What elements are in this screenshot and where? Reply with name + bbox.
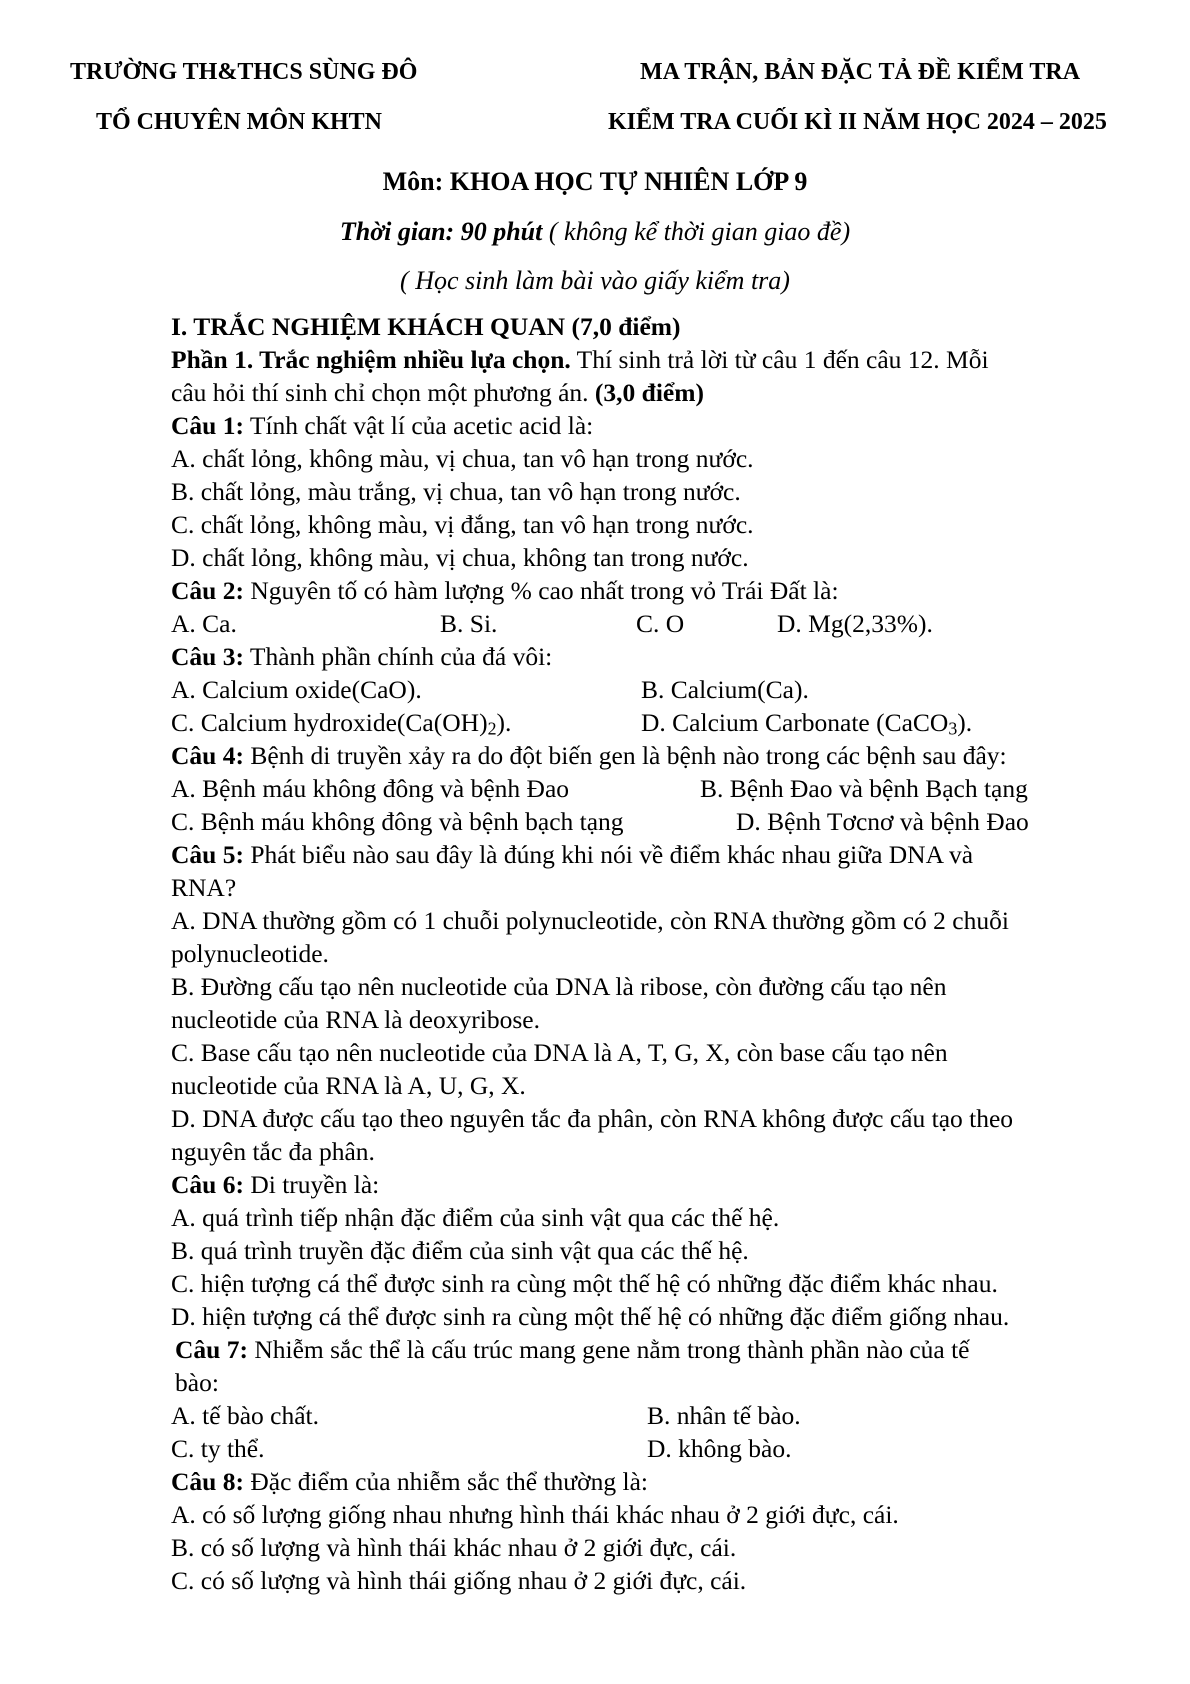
question-3-label: Câu 3:	[171, 642, 244, 671]
question-8-option-a: A. có số lượng giống nhau nhưng hình thái khác nhau ở 2 giới đực, cái.	[171, 1500, 899, 1529]
question-4-option-b: B. Bệnh Đao và bệnh Bạch tạng	[700, 774, 1028, 803]
subject-line: Môn: KHOA HỌC TỰ NHIÊN LỚP 9	[382, 167, 808, 196]
question-2-label: Câu 2:	[171, 576, 244, 605]
instruction-line: ( Học sinh làm bài vào giấy kiểm tra)	[400, 266, 790, 295]
question-3-text: Thành phần chính của đá vôi:	[243, 642, 553, 671]
question-1-option-b: B. chất lỏng, màu trắng, vị chua, tan vô hạn trong nước.	[171, 477, 741, 506]
department-name: TỔ CHUYÊN MÔN KHTN	[96, 109, 383, 135]
question-3-options-ab	[171, 673, 1171, 706]
question-5-option-a-2: polynucleotide.	[171, 939, 329, 968]
question-6-option-b: B. quá trình truyền đặc điểm của sinh vật qua các thế hệ.	[171, 1236, 749, 1265]
question-3-option-c-subscript: 2	[487, 718, 497, 739]
question-7-label: Câu 7:	[175, 1335, 248, 1364]
question-2-options	[171, 607, 1171, 640]
question-7-text: Nhiễm sắc thể là cấu trúc mang gene nằm trong thành phần nào của tế	[247, 1335, 970, 1364]
question-2-option-d: D. Mg(2,33%).	[777, 609, 933, 638]
question-3-option-d-subscript: 3	[948, 718, 958, 739]
part1-line-1	[171, 343, 1171, 376]
question-5-option-c-1: C. Base cấu tạo nên nucleotide của DNA là A, T, G, X, còn base cấu tạo nên	[171, 1038, 948, 1067]
question-2-option-a: A. Ca.	[171, 609, 237, 638]
question-7-stem-1	[171, 1333, 1171, 1366]
question-7-options-ab	[171, 1399, 1171, 1432]
question-3-option-a: A. Calcium oxide(CaO).	[171, 675, 422, 704]
question-6-option-d: D. hiện tượng cá thể được sinh ra cùng một thế hệ có những đặc điểm giống nhau.	[171, 1302, 1010, 1331]
question-4-text: Bệnh di truyền xảy ra do đột biến gen là bệnh nào trong các bệnh sau đây:	[243, 741, 1007, 770]
question-8-text: Đặc điểm của nhiễm sắc thể thường là:	[243, 1467, 648, 1496]
section-heading: I. TRẮC NGHIỆM KHÁCH QUAN (7,0 điểm)	[171, 312, 681, 341]
question-6-option-c: C. hiện tượng cá thể được sinh ra cùng một thế hệ có những đặc điểm khác nhau.	[171, 1269, 998, 1298]
question-5-stem-2: RNA?	[171, 873, 237, 902]
time-line	[0, 216, 1190, 248]
question-1-option-d: D. chất lỏng, không màu, vị chua, không tan trong nước.	[171, 543, 749, 572]
question-5-option-d-1: D. DNA được cấu tạo theo nguyên tắc đa phân, còn RNA không được cấu tạo theo	[171, 1104, 1014, 1133]
question-1-option-a: A. chất lỏng, không màu, vị chua, tan vô hạn trong nước.	[171, 444, 754, 473]
time-label: Thời gian: 90 phút	[339, 217, 543, 246]
question-4-options-ab	[171, 772, 1171, 805]
part1-text-1: Thí sinh trả lời từ câu 1 đến câu 12. Mỗi	[570, 345, 989, 374]
question-3-option-b: B. Calcium(Ca).	[641, 675, 809, 704]
question-5-option-b-2: nucleotide của RNA là deoxyribose.	[171, 1005, 540, 1034]
question-2-option-c: C. O	[636, 609, 685, 638]
question-7-option-d: D. không bào.	[647, 1434, 792, 1463]
question-5-text: Phát biểu nào sau đây là đúng khi nói về điểm khác nhau giữa DNA và	[243, 840, 974, 869]
question-4-stem	[171, 739, 1171, 772]
question-4-option-c: C. Bệnh máu không đông và bệnh bạch tạng	[171, 807, 624, 836]
question-7-option-a: A. tế bào chất.	[171, 1401, 319, 1430]
exam-body	[171, 310, 1171, 1597]
question-4-option-d: D. Bệnh Tơcnơ và bệnh Đao	[736, 807, 1029, 836]
time-note: ( không kể thời gian giao đề)	[542, 217, 851, 246]
question-8-label: Câu 8:	[171, 1467, 244, 1496]
question-8-option-c: C. có số lượng và hình thái giống nhau ở 2 giới đực, cái.	[171, 1566, 747, 1595]
question-6-stem	[171, 1168, 1171, 1201]
question-6-text: Di truyền là:	[243, 1170, 380, 1199]
part1-points: (3,0 điểm)	[594, 378, 704, 407]
question-1-stem	[171, 409, 1171, 442]
part1-line-2	[171, 376, 1171, 409]
question-7-stem-2: bào:	[175, 1368, 219, 1397]
question-5-option-a-1: A. DNA thường gồm có 1 chuỗi polynucleotide, còn RNA thường gồm có 2 chuỗi	[171, 906, 1009, 935]
question-8-stem	[171, 1465, 1171, 1498]
question-4-label: Câu 4:	[171, 741, 244, 770]
question-1-label: Câu 1:	[171, 411, 244, 440]
school-name: TRƯỜNG TH&THCS SÙNG ĐÔ	[70, 59, 418, 85]
question-2-stem	[171, 574, 1171, 607]
question-7-options-cd	[171, 1432, 1171, 1465]
question-3-option-c-text: C. Calcium hydroxide(Ca(OH)	[171, 708, 488, 737]
question-5-stem-1	[171, 838, 1171, 871]
question-3-option-c	[171, 706, 511, 739]
question-5-option-c-2: nucleotide của RNA là A, U, G, X.	[171, 1071, 526, 1100]
question-6-option-a: A. quá trình tiếp nhận đặc điểm của sinh vật qua các thế hệ.	[171, 1203, 780, 1232]
part1-text-2: câu hỏi thí sinh chỉ chọn một phương án.	[171, 378, 595, 407]
question-7-option-b: B. nhân tế bào.	[647, 1401, 801, 1430]
part1-label: Phần 1. Trắc nghiệm nhiều lựa chọn.	[171, 345, 571, 374]
question-5-option-b-1: B. Đường cấu tạo nên nucleotide của DNA là ribose, còn đường cấu tạo nên	[171, 972, 947, 1001]
question-3-option-c-end: ).	[496, 708, 512, 737]
question-2-text: Nguyên tố có hàm lượng % cao nhất trong vỏ Trái Đất là:	[243, 576, 839, 605]
question-7-option-c: C. ty thể.	[171, 1434, 265, 1463]
question-3-option-d	[641, 706, 972, 739]
question-3-stem	[171, 640, 1171, 673]
exam-title: KIỂM TRA CUỐI KÌ II NĂM HỌC 2024 – 2025	[608, 109, 1107, 135]
question-3-option-d-text: D. Calcium Carbonate (CaCO	[641, 708, 949, 737]
question-1-text: Tính chất vật lí của acetic acid là:	[243, 411, 594, 440]
question-5-option-d-2: nguyên tắc đa phân.	[171, 1137, 375, 1166]
question-3-option-d-end: ).	[957, 708, 973, 737]
question-3-options-cd	[171, 706, 1171, 739]
question-2-option-b: B. Si.	[440, 609, 498, 638]
question-5-label: Câu 5:	[171, 840, 244, 869]
question-6-label: Câu 6:	[171, 1170, 244, 1199]
question-1-option-c: C. chất lỏng, không màu, vị đắng, tan vô hạn trong nước.	[171, 510, 754, 539]
question-4-options-cd	[171, 805, 1171, 838]
question-4-option-a: A. Bệnh máu không đông và bệnh Đao	[171, 774, 570, 803]
document-title: MA TRẬN, BẢN ĐẶC TẢ ĐỀ KIỂM TRA	[640, 59, 1081, 85]
question-8-option-b: B. có số lượng và hình thái khác nhau ở 2 giới đực, cái.	[171, 1533, 737, 1562]
